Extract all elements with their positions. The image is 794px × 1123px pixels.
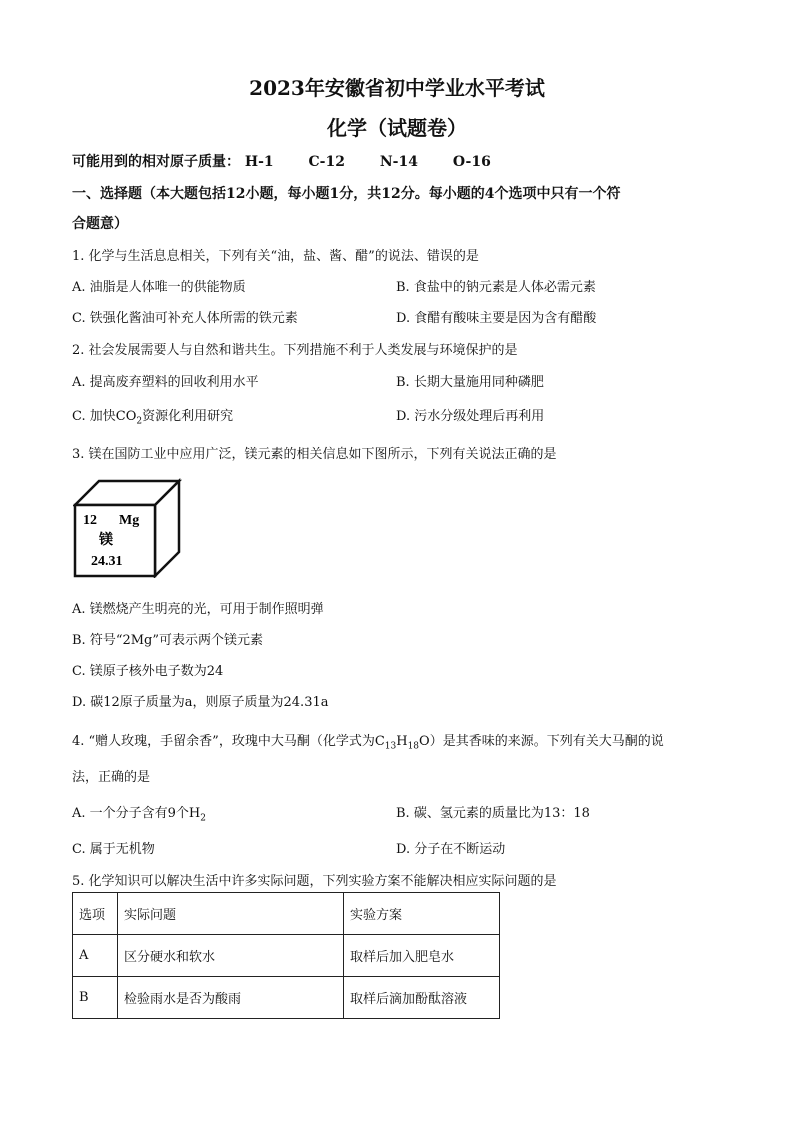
q4-sub-h: 18 [407, 741, 420, 752]
question-2-option-a: A. 提高废弃塑料的回收利用水平 [72, 375, 259, 390]
table-header-cell: 实际问题 [118, 893, 344, 935]
element-number: 12 [83, 513, 97, 528]
element-name: 镁 [99, 532, 113, 548]
q4-stem-pre: 4. “赠人玫瑰，手留余香”，玫瑰中大马酮（化学式为C [72, 734, 385, 749]
question-4-stem [72, 730, 664, 752]
atomic-mass-h: H-1 [244, 154, 274, 170]
question-3-option-c: C. 镁原子核外电子数为24 [72, 664, 224, 679]
table-cell: 区分硬水和软水 [118, 935, 344, 977]
exam-title: 2023年安徽省初中学业水平考试 [249, 76, 545, 100]
q4-stem-post: O）是其香味的来源。下列有关大马酮的说 [419, 734, 664, 749]
table-cell: 取样后滴加酚酞溶液 [344, 977, 500, 1019]
q4-a-sub: 2 [200, 813, 206, 824]
question-4-stem-cont: 法，正确的是 [72, 770, 151, 785]
magnesium-element-cube [73, 478, 183, 578]
question-1-option-a: A. 油脂是人体唯一的供能物质 [72, 280, 246, 295]
q2-c-post: 资源化利用研究 [142, 409, 234, 424]
question-3-option-d: D. 碳12原子质量为a，则原子质量为24.31a [72, 695, 329, 710]
section-heading: 一、选择题（本大题包括12小题，每小题1分，共12分。每小题的4个选项中只有一个符 [72, 186, 621, 202]
table-cell: 取样后加入肥皂水 [344, 935, 500, 977]
question-2-option-c [72, 405, 233, 427]
exam-subtitle: 化学（试题卷） [327, 116, 467, 140]
question-2-option-b: B. 长期大量施用同种磷肥 [396, 375, 544, 390]
question-2-stem: 2. 社会发展需要人与自然和谐共生。下列措施不利于人类发展与环境保护的是 [72, 343, 518, 358]
table-header-cell: 实验方案 [344, 893, 500, 935]
question-5-stem: 5. 化学知识可以解决生活中许多实际问题，下列实验方案不能解决相应实际问题的是 [72, 874, 557, 889]
question-1-option-b: B. 食盐中的钠元素是人体必需元素 [396, 280, 596, 295]
element-symbol: Mg [119, 513, 140, 528]
element-mass: 24.31 [91, 554, 123, 569]
question-1-option-c: C. 铁强化酱油可补充人体所需的铁元素 [72, 311, 298, 326]
section-heading-cont: 合题意） [72, 216, 128, 232]
atomic-mass-line [72, 151, 491, 171]
q2-c-sub: 2 [136, 416, 143, 427]
question-1-stem: 1. 化学与生活息息相关，下列有关“油，盐、酱、醋”的说法、错误的是 [72, 249, 479, 264]
table-header-row [73, 893, 500, 935]
question-5-table [72, 892, 500, 1019]
atomic-mass-label: 可能用到的相对原子质量： [72, 154, 240, 170]
q4-stem-h: H [396, 734, 408, 749]
question-3-option-a: A. 镁燃烧产生明亮的光，可用于制作照明弹 [72, 602, 324, 617]
q4-a-pre: A. 一个分子含有9个H [72, 806, 201, 821]
q4-sub-c: 13 [384, 741, 397, 752]
table-cell: B [73, 977, 118, 1019]
question-4-option-c: C. 属于无机物 [72, 842, 155, 857]
question-4-option-b: B. 碳、氢元素的质量比为13：18 [396, 806, 590, 821]
question-3-option-b: B. 符号“2Mg”可表示两个镁元素 [72, 633, 264, 648]
table-row [73, 935, 500, 977]
table-header-cell: 选项 [73, 893, 118, 935]
question-3-stem: 3. 镁在国防工业中应用广泛，镁元素的相关信息如下图所示，下列有关说法正确的是 [72, 447, 557, 462]
atomic-mass-o: O-16 [452, 154, 491, 170]
table-cell: 检验雨水是否为酸雨 [118, 977, 344, 1019]
atomic-mass-c: C-12 [308, 154, 345, 170]
table-cell: A [73, 935, 118, 977]
question-4-option-d: D. 分子在不断运动 [396, 842, 506, 857]
question-1-option-d: D. 食醋有酸味主要是因为含有醋酸 [396, 311, 597, 326]
table-row [73, 977, 500, 1019]
atomic-mass-n: N-14 [379, 154, 418, 170]
question-4-option-a [72, 802, 206, 824]
q2-c-pre: C. 加快CO [72, 409, 137, 424]
question-2-option-d: D. 污水分级处理后再利用 [396, 409, 545, 424]
